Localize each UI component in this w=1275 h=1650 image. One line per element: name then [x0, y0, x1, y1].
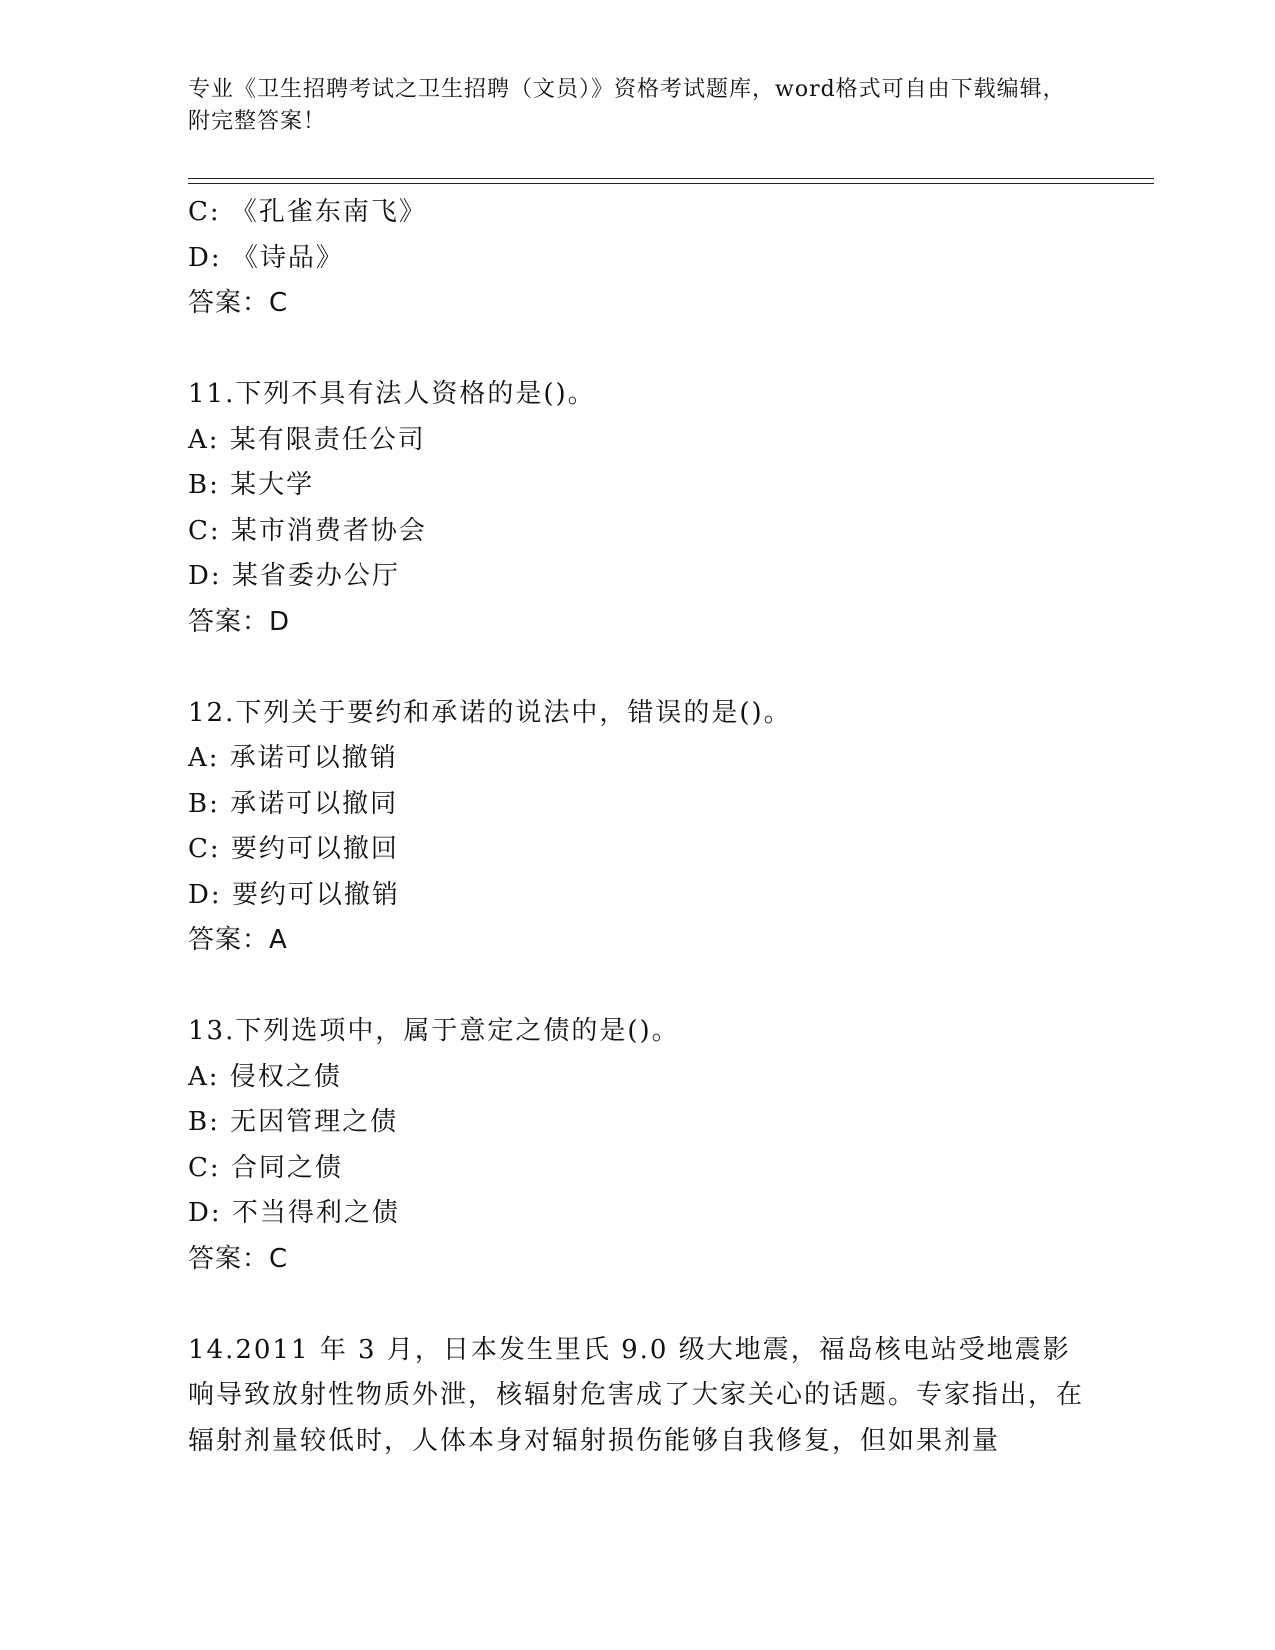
answer: 答案：C: [188, 288, 289, 318]
option-b: B: 承诺可以撤同: [188, 788, 399, 819]
answer: 答案：A: [188, 925, 288, 955]
option-d: D: 某省委办公厅: [188, 561, 400, 591]
question-text: 13.下列选项中，属于意定之债的是()。: [188, 1016, 680, 1046]
question-14-block: [188, 1328, 1088, 1465]
question-12-block: [188, 691, 1088, 964]
option-d: D: 不当得利之债: [188, 1198, 400, 1228]
question-text: 14.2011 年 3 月，日本发生里氏 9.0 级大地震，福岛核电站受地震影响导致放射性物质外泄，核辐射危害成了大家关心的话题。专家指出，在辐射剂量较低时，人体本身对辐射损伤能够自我修复，但如果剂量: [188, 1334, 1085, 1456]
option-c: C: 要约可以撤回: [188, 834, 399, 864]
header-rule-top: [188, 178, 1154, 179]
question-11-block: [188, 372, 1088, 645]
option-b: B: 某大学: [188, 470, 315, 500]
document-header: 专业《卫生招聘考试之卫生招聘（文员）》资格考试题库，word格式可自由下载编辑，附完整答案！: [188, 77, 1066, 134]
option-a: A: 侵权之债: [188, 1061, 342, 1092]
question-text: 12.下列关于要约和承诺的说法中，错误的是()。: [188, 697, 792, 728]
option-a: A: 某有限责任公司: [188, 424, 426, 455]
question-text: 11.下列不具有法人资格的是()。: [188, 379, 596, 409]
option-c: C: 某市消费者协会: [188, 515, 427, 546]
answer: 答案：C: [188, 1243, 289, 1274]
option-a: A: 承诺可以撤销: [188, 743, 398, 773]
option-c: C: 合同之债: [188, 1152, 343, 1183]
option-d: D: 要约可以撤销: [188, 879, 400, 910]
question-list: [188, 190, 1088, 1464]
header-rule-bottom: [188, 183, 1154, 184]
question-13-block: [188, 1009, 1088, 1282]
answer: 答案：D: [188, 606, 291, 637]
option-c: C: 《孔雀东南飞》: [188, 197, 427, 227]
question-10-block: [188, 190, 1088, 327]
option-b: B: 无因管理之债: [188, 1107, 399, 1137]
option-d: D: 《诗品》: [188, 242, 344, 273]
